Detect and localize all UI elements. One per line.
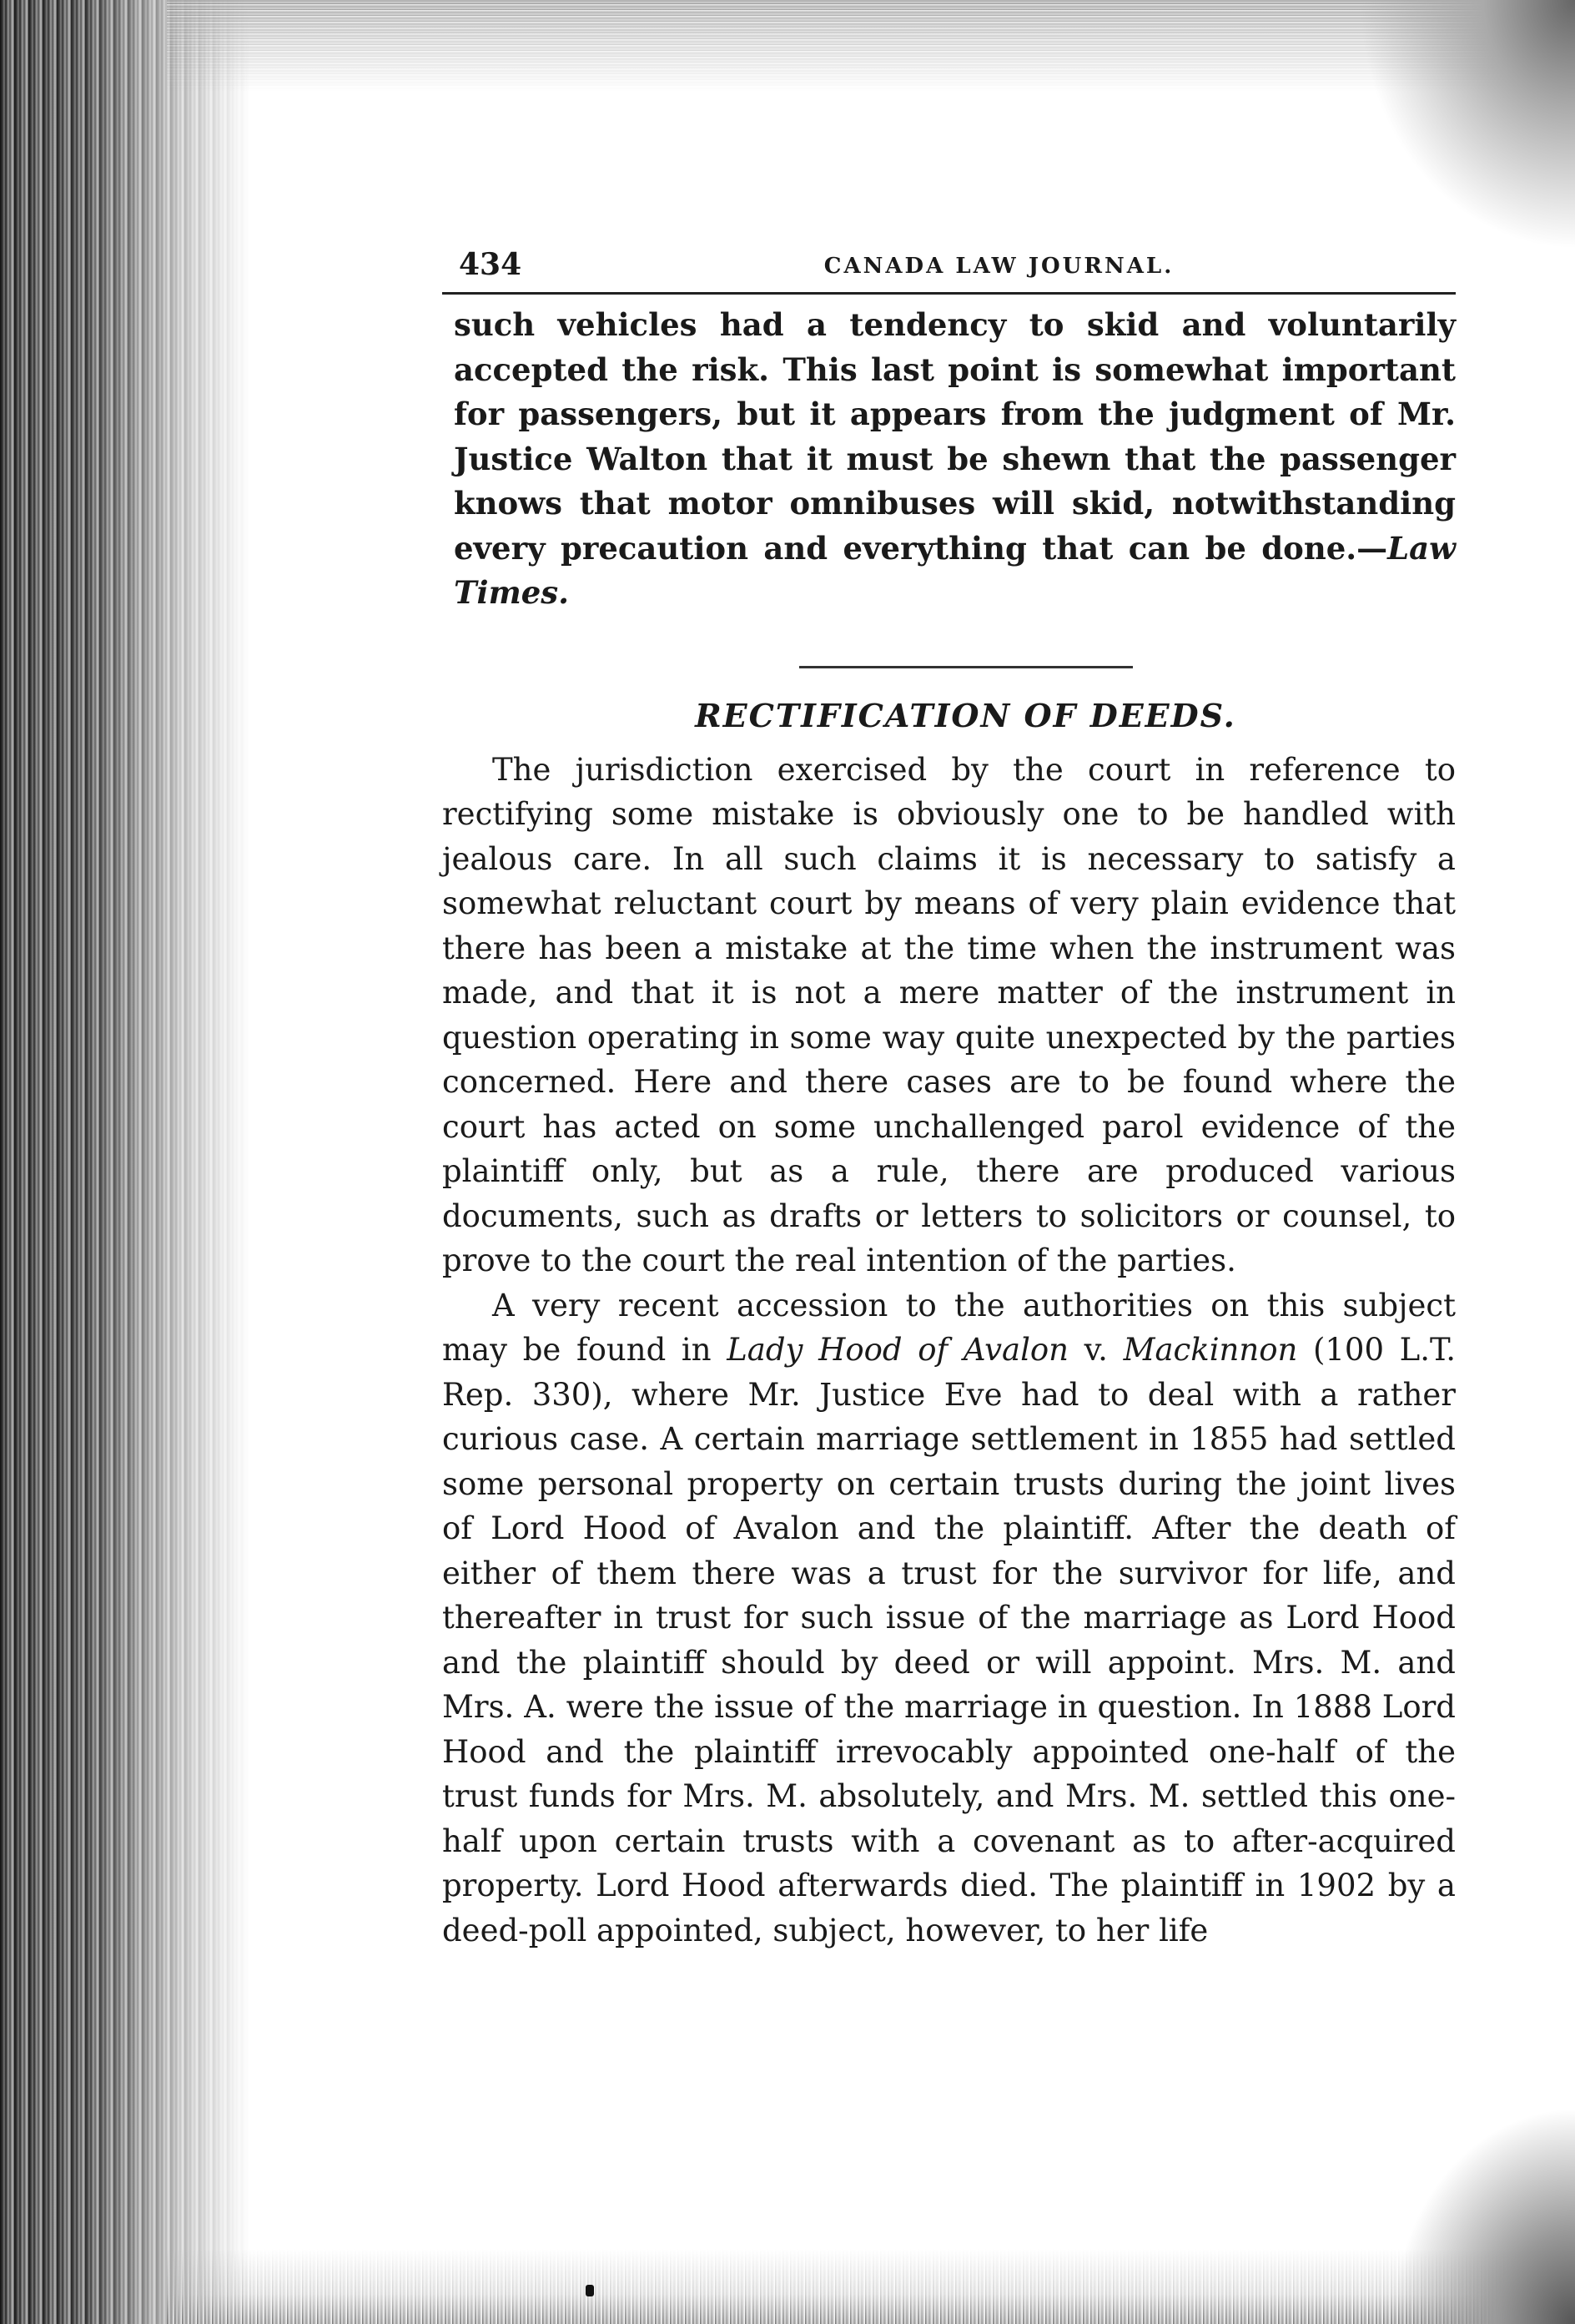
case-name-defendant: Mackinnon <box>1123 1332 1298 1368</box>
printer-mark <box>586 2285 594 2296</box>
source-citation: Law Times. <box>454 529 1456 611</box>
continuation-text: such vehicles had a tendency to skid and voluntarily accepted the risk. This last point is somewhat important for passengers, but it appears from the judgment of Mr. Justice Walton that it must be shewn that the passenger knows that motor omnibuses will skid, notwithstanding every precaution and everything that can be done.— <box>454 306 1456 567</box>
case-name-plaintiff: Lady Hood of Avalon <box>727 1332 1069 1368</box>
journal-page <box>442 242 1456 1953</box>
section-heading: RECTIFICATION OF DEEDS. <box>695 696 1236 734</box>
scan-corner-shadow <box>1358 0 1575 250</box>
paragraph-intro-text: A very recent accession to the authorities on this subject may be found in <box>442 1287 1456 1368</box>
paragraph-body-text: (100 L.T. Rep. 330), where Mr. Justice Eve had to deal with a rather curious case. A certain marriage settlement in 1855 had settled some personal property on certain trusts during the joint lives of Lord Hood of Avalon and the plaintiff. After the death of either of them there was a trust for the survivor for life, and thereafter in trust for such issue of the marriage as Lord Hood and the plaintiff should by deed or will appoint. Mrs. M. and Mrs. A. were the issue of the marriage in question. In 1888 Lord Hood and the plaintiff irrevocably appointed one-half of the trust funds for Mrs. M. absolutely, and Mrs. M. settled this one-half upon certain trusts with a covenant as to after-acquired property. Lord Hood afterwards died. The plaintiff in 1902 by a deed-poll appointed, subject, however, to her life <box>442 1332 1456 1948</box>
paragraph-case-discussion <box>442 1283 1456 1953</box>
section-divider <box>799 666 1133 668</box>
scan-bottom-edge <box>167 2249 1575 2324</box>
running-head <box>442 242 1456 295</box>
journal-title: CANADA LAW JOURNAL. <box>823 254 1175 279</box>
page-number: 434 <box>459 247 522 282</box>
continuation-paragraph <box>442 303 1456 616</box>
scan-binding-shadow <box>0 0 250 2324</box>
scan-corner-shadow-bottom <box>1391 2107 1575 2324</box>
case-versus: v. <box>1069 1332 1124 1368</box>
paragraph-rectification-intro: The jurisdiction exercised by the court in reference to rectifying some mistake is obviously one to be handled with jealous care. In all such claims it is necessary to satisfy a somewhat reluctant court by means of very plain evidence that there has been a mistake at the time when the instrument was made, and that it is not a mere matter of the instrument in question operating in some way quite unexpected by the parties concerned. Here and there cases are to be found where the court has acted on some unchallenged parol evidence of the plaintiff only, but as a rule, there are produced various documents, such as drafts or letters to solicitors or counsel, to prove to the court the real intention of the parties. <box>442 751 1456 1278</box>
